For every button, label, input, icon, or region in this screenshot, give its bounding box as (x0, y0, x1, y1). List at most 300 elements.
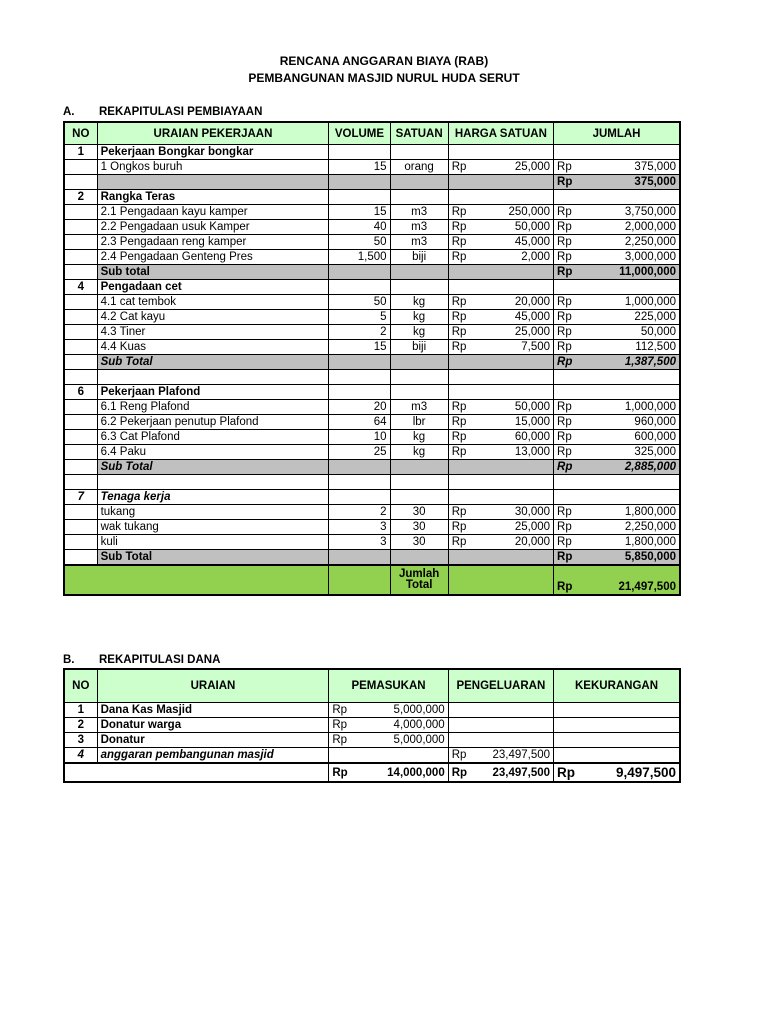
currency-label: Rp (557, 326, 572, 338)
table-cell (448, 355, 553, 370)
table-cell (64, 235, 97, 250)
currency-label: Rp (557, 416, 572, 428)
currency-label: Rp (557, 764, 576, 780)
amount-value: 50,000 (640, 326, 676, 338)
amount-value: 5,850,000 (624, 551, 676, 563)
table-cell (64, 535, 97, 550)
item-amount (554, 325, 680, 340)
item-description: 2.2 Pengadaan usuk Kamper (97, 220, 329, 235)
item-unit-price (448, 205, 553, 220)
currency-label: Rp (557, 251, 572, 263)
subtotal-label: Sub Total (97, 355, 329, 370)
item-volume: 15 (329, 205, 390, 220)
currency-label: Rp (451, 401, 467, 413)
table-cell (390, 280, 448, 295)
section-b-heading (63, 654, 220, 666)
currency-label: Rp (332, 719, 348, 731)
table-cell (554, 490, 680, 505)
group-title: Rangka Teras (97, 190, 329, 205)
table-cell (554, 280, 680, 295)
table-header-row (64, 122, 680, 145)
item-unit: 30 (390, 535, 448, 550)
item-volume: 25 (329, 445, 390, 460)
amount-value: 5,000,000 (393, 734, 445, 746)
currency-label: Rp (557, 431, 572, 443)
table-cell (390, 265, 448, 280)
table-row (64, 175, 680, 190)
amount-value: 5,000,000 (393, 704, 445, 716)
item-description: 4.4 Kuas (97, 340, 329, 355)
table-row (64, 145, 680, 160)
table-row (64, 310, 680, 325)
item-unit: kg (390, 295, 448, 310)
currency-label: Rp (557, 296, 572, 308)
amount-value: 2,250,000 (624, 521, 676, 533)
amount-value: 3,000,000 (624, 251, 676, 263)
item-unit: kg (390, 445, 448, 460)
item-volume: 1,500 (329, 250, 390, 265)
table-cell (390, 550, 448, 566)
currency-label: Rp (451, 206, 467, 218)
table-row (64, 370, 680, 385)
subtotal-label: Sub Total (97, 460, 329, 475)
table-cell (329, 280, 390, 295)
document-title (0, 53, 768, 87)
item-unit-price (448, 310, 553, 325)
item-unit: 30 (390, 505, 448, 520)
table-row (64, 718, 680, 733)
column-header: JUMLAH (554, 122, 680, 145)
item-amount (554, 535, 680, 550)
currency-label: Rp (557, 446, 572, 458)
amount-value: 45,000 (514, 236, 551, 248)
table-cell (329, 265, 390, 280)
amount-value: 25,000 (514, 326, 551, 338)
amount-value: 375,000 (634, 161, 676, 173)
item-amount (554, 205, 680, 220)
table-row (64, 235, 680, 250)
table-cell (329, 565, 390, 595)
row-number: 3 (64, 733, 97, 748)
item-unit-price (448, 415, 553, 430)
item-volume: 15 (329, 340, 390, 355)
column-header: NO (64, 669, 97, 703)
table-row (64, 460, 680, 475)
group-title: Tenaga kerja (97, 490, 329, 505)
table-cell (64, 220, 97, 235)
table-cell (329, 145, 390, 160)
table-row (64, 385, 680, 400)
item-unit-price (448, 325, 553, 340)
item-volume: 40 (329, 220, 390, 235)
table-row (64, 733, 680, 748)
currency-label: Rp (557, 356, 573, 368)
item-description: 2.3 Pengadaan reng kamper (97, 235, 329, 250)
amount-value: 11,000,000 (619, 266, 676, 278)
table-cell (64, 505, 97, 520)
item-unit: biji (390, 340, 448, 355)
table-cell (64, 565, 329, 595)
column-header: KEKURANGAN (554, 669, 680, 703)
table-cell (64, 400, 97, 415)
column-header: VOLUME (329, 122, 390, 145)
table-cell (64, 355, 97, 370)
table-cell (554, 370, 680, 385)
group-title: Pengadaan cet (97, 280, 329, 295)
currency-label: Rp (332, 766, 348, 779)
table-header-row (64, 669, 680, 703)
item-unit-price (448, 160, 553, 175)
currency-label: Rp (557, 176, 573, 188)
table-cell (329, 550, 390, 566)
table-cell (64, 763, 329, 782)
column-header: PEMASUKAN (329, 669, 448, 703)
table-cell (554, 718, 680, 733)
item-unit-price (448, 220, 553, 235)
item-amount (554, 505, 680, 520)
table-cell (448, 385, 553, 400)
currency-label: Rp (557, 551, 573, 563)
table-cell (448, 550, 553, 566)
item-unit: kg (390, 430, 448, 445)
table-cell (448, 175, 553, 190)
item-unit: kg (390, 310, 448, 325)
item-volume: 50 (329, 235, 390, 250)
subtotal-amount (554, 460, 680, 475)
amount-value: 600,000 (634, 431, 676, 443)
section-a-title: REKAPITULASI PEMBIAYAAN (99, 106, 263, 118)
amount-value: 20,000 (514, 296, 551, 308)
amount-value: 1,800,000 (624, 506, 676, 518)
item-description: 6.1 Reng Plafond (97, 400, 329, 415)
currency-label: Rp (557, 221, 572, 233)
column-header: HARGA SATUAN (448, 122, 553, 145)
currency-label: Rp (557, 206, 572, 218)
item-description: 1 Ongkos buruh (97, 160, 329, 175)
table-cell (448, 565, 553, 595)
section-b-title: REKAPITULASI DANA (99, 654, 221, 666)
currency-label: Rp (557, 161, 572, 173)
amount-value: 2,885,000 (624, 461, 676, 473)
currency-label: Rp (332, 734, 348, 746)
fund-description: Donatur warga (97, 718, 329, 733)
item-amount (554, 445, 680, 460)
item-amount (554, 295, 680, 310)
table-row (64, 430, 680, 445)
currency-label: Rp (451, 416, 467, 428)
currency-label: Rp (557, 266, 573, 278)
table-cell (64, 265, 97, 280)
table-row (64, 265, 680, 280)
amount-value: 50,000 (514, 221, 551, 233)
table-cell (329, 490, 390, 505)
table-cell (554, 145, 680, 160)
grand-total-label: Jumlah Total (390, 565, 448, 595)
currency-label: Rp (451, 506, 467, 518)
table-cell (97, 475, 329, 490)
row-number: 7 (64, 490, 97, 505)
item-amount (554, 250, 680, 265)
grand-total-row (64, 565, 680, 595)
table-row (64, 205, 680, 220)
amount-value: 960,000 (634, 416, 676, 428)
item-description: wak tukang (97, 520, 329, 535)
table-row (64, 445, 680, 460)
rekapitulasi-dana-table (63, 668, 681, 783)
column-header: SATUAN (390, 122, 448, 145)
row-number: 1 (64, 145, 97, 160)
item-amount (554, 340, 680, 355)
amount-value: 4,000,000 (393, 719, 445, 731)
subtotal-amount (554, 550, 680, 566)
table-cell (448, 733, 553, 748)
item-unit: m3 (390, 220, 448, 235)
row-number: 4 (64, 748, 97, 764)
table-row (64, 190, 680, 205)
item-unit-price (448, 535, 553, 550)
currency-label: Rp (451, 749, 467, 761)
table-cell (448, 280, 553, 295)
currency-label: Rp (557, 236, 572, 248)
item-unit-price (448, 250, 553, 265)
table-cell (64, 370, 97, 385)
item-unit: m3 (390, 235, 448, 250)
group-title: Pekerjaan Plafond (97, 385, 329, 400)
table-row (64, 340, 680, 355)
currency-label: Rp (557, 521, 572, 533)
amount-value: 23,497,500 (492, 749, 551, 761)
table-cell (64, 250, 97, 265)
amount-value: 25,000 (514, 521, 551, 533)
currency-label: Rp (451, 296, 467, 308)
item-amount (554, 235, 680, 250)
table-cell (329, 385, 390, 400)
table-cell (390, 175, 448, 190)
amount-value: 20,000 (514, 536, 551, 548)
column-header: NO (64, 122, 97, 145)
table-cell (64, 175, 97, 190)
currency-label: Rp (557, 311, 572, 323)
income-amount (329, 718, 448, 733)
table-row (64, 280, 680, 295)
table-row (64, 220, 680, 235)
item-amount (554, 400, 680, 415)
item-amount (554, 415, 680, 430)
item-unit-price (448, 520, 553, 535)
table-cell (64, 160, 97, 175)
item-volume: 15 (329, 160, 390, 175)
item-unit-price (448, 505, 553, 520)
subtotal-amount (554, 265, 680, 280)
table-row (64, 505, 680, 520)
amount-value: 1,000,000 (624, 401, 676, 413)
table-cell (64, 460, 97, 475)
amount-value: 2,000 (521, 251, 551, 263)
item-volume: 64 (329, 415, 390, 430)
currency-label: Rp (451, 251, 467, 263)
shortfall-total (554, 763, 680, 782)
table-cell (64, 205, 97, 220)
table-row (64, 520, 680, 535)
group-title: Pekerjaan Bongkar bongkar (97, 145, 329, 160)
item-amount (554, 520, 680, 535)
amount-value: 1,387,500 (624, 356, 676, 368)
section-a-letter: A. (63, 106, 75, 118)
amount-value: 23,497,500 (492, 766, 551, 779)
fund-description: anggaran pembangunan masjid (97, 748, 329, 764)
table-cell (554, 385, 680, 400)
table-cell (554, 475, 680, 490)
table-cell (390, 370, 448, 385)
item-unit-price (448, 235, 553, 250)
table-cell (64, 310, 97, 325)
table-cell (390, 355, 448, 370)
table-cell (448, 475, 553, 490)
item-unit-price (448, 400, 553, 415)
table-row (64, 400, 680, 415)
table-cell (64, 430, 97, 445)
item-description: kuli (97, 535, 329, 550)
currency-label: Rp (557, 536, 572, 548)
currency-label: Rp (557, 581, 573, 593)
table-row (64, 295, 680, 310)
item-volume: 3 (329, 535, 390, 550)
amount-value: 9,497,500 (615, 764, 676, 780)
amount-value: 15,000 (514, 416, 551, 428)
amount-value: 225,000 (634, 311, 676, 323)
table-row (64, 325, 680, 340)
fund-total-row (64, 763, 680, 782)
item-unit-price (448, 445, 553, 460)
table-row (64, 703, 680, 718)
item-amount (554, 220, 680, 235)
currency-label: Rp (451, 161, 467, 173)
currency-label: Rp (451, 311, 467, 323)
section-b-letter: B. (63, 654, 75, 666)
item-unit-price (448, 340, 553, 355)
item-unit: kg (390, 325, 448, 340)
item-description: 4.1 cat tembok (97, 295, 329, 310)
currency-label: Rp (451, 236, 467, 248)
table-cell (448, 703, 553, 718)
currency-label: Rp (451, 766, 468, 779)
rekapitulasi-pembiayaan-table (63, 121, 681, 596)
table-cell (448, 490, 553, 505)
table-cell (64, 415, 97, 430)
subtotal-amount (554, 355, 680, 370)
currency-label: Rp (451, 536, 467, 548)
amount-value: 25,000 (514, 161, 551, 173)
subtotal-amount (554, 175, 680, 190)
title-line-1: RENCANA ANGGARAN BIAYA (RAB) (279, 54, 489, 68)
currency-label: Rp (451, 431, 467, 443)
item-volume: 20 (329, 400, 390, 415)
table-cell (554, 733, 680, 748)
fund-description: Dana Kas Masjid (97, 703, 329, 718)
table-cell (554, 703, 680, 718)
table-row (64, 160, 680, 175)
expense-amount (448, 748, 553, 764)
column-header: URAIAN PEKERJAAN (97, 122, 329, 145)
item-volume: 2 (329, 505, 390, 520)
subtotal-label: Sub total (97, 265, 329, 280)
table-cell (329, 370, 390, 385)
table-row (64, 250, 680, 265)
amount-value: 2,250,000 (624, 236, 676, 248)
table-row (64, 475, 680, 490)
amount-value: 30,000 (514, 506, 551, 518)
item-volume: 5 (329, 310, 390, 325)
amount-value: 1,800,000 (624, 536, 676, 548)
table-row (64, 490, 680, 505)
item-description: 6.2 Pekerjaan penutup Plafond (97, 415, 329, 430)
table-cell (97, 370, 329, 385)
item-description: 4.3 Tiner (97, 325, 329, 340)
table-cell (390, 475, 448, 490)
table-cell (329, 175, 390, 190)
table-row (64, 535, 680, 550)
column-header: URAIAN (97, 669, 329, 703)
amount-value: 21,497,500 (618, 581, 676, 593)
item-amount (554, 430, 680, 445)
amount-value: 50,000 (514, 401, 551, 413)
table-cell (448, 145, 553, 160)
item-description: tukang (97, 505, 329, 520)
table-cell (64, 520, 97, 535)
table-cell (64, 295, 97, 310)
amount-value: 14,000,000 (387, 766, 445, 779)
row-number: 2 (64, 718, 97, 733)
amount-value: 45,000 (514, 311, 551, 323)
table-cell (329, 355, 390, 370)
item-unit: orang (390, 160, 448, 175)
grand-total-amount (554, 565, 680, 595)
section-a-heading (63, 106, 262, 118)
amount-value: 1,000,000 (624, 296, 676, 308)
item-unit-price (448, 295, 553, 310)
currency-label: Rp (451, 326, 467, 338)
item-unit: m3 (390, 400, 448, 415)
table-cell (390, 385, 448, 400)
item-unit-price (448, 430, 553, 445)
amount-value: 60,000 (514, 431, 551, 443)
currency-label: Rp (451, 221, 467, 233)
table-row (64, 415, 680, 430)
item-description: 4.2 Cat kayu (97, 310, 329, 325)
amount-value: 13,000 (514, 446, 551, 458)
row-number: 2 (64, 190, 97, 205)
table-cell (64, 550, 97, 566)
amount-value: 375,000 (634, 176, 676, 188)
row-number: 4 (64, 280, 97, 295)
item-amount (554, 310, 680, 325)
table-cell (448, 460, 553, 475)
table-cell (448, 718, 553, 733)
table-cell (64, 445, 97, 460)
currency-label: Rp (451, 446, 467, 458)
table-row (64, 550, 680, 566)
income-amount (329, 733, 448, 748)
table-cell (448, 190, 553, 205)
table-cell (390, 190, 448, 205)
table-cell (390, 490, 448, 505)
item-unit: biji (390, 250, 448, 265)
row-number: 1 (64, 703, 97, 718)
table-cell (448, 370, 553, 385)
amount-value: 112,500 (635, 341, 676, 353)
income-amount (329, 703, 448, 718)
table-cell (390, 460, 448, 475)
